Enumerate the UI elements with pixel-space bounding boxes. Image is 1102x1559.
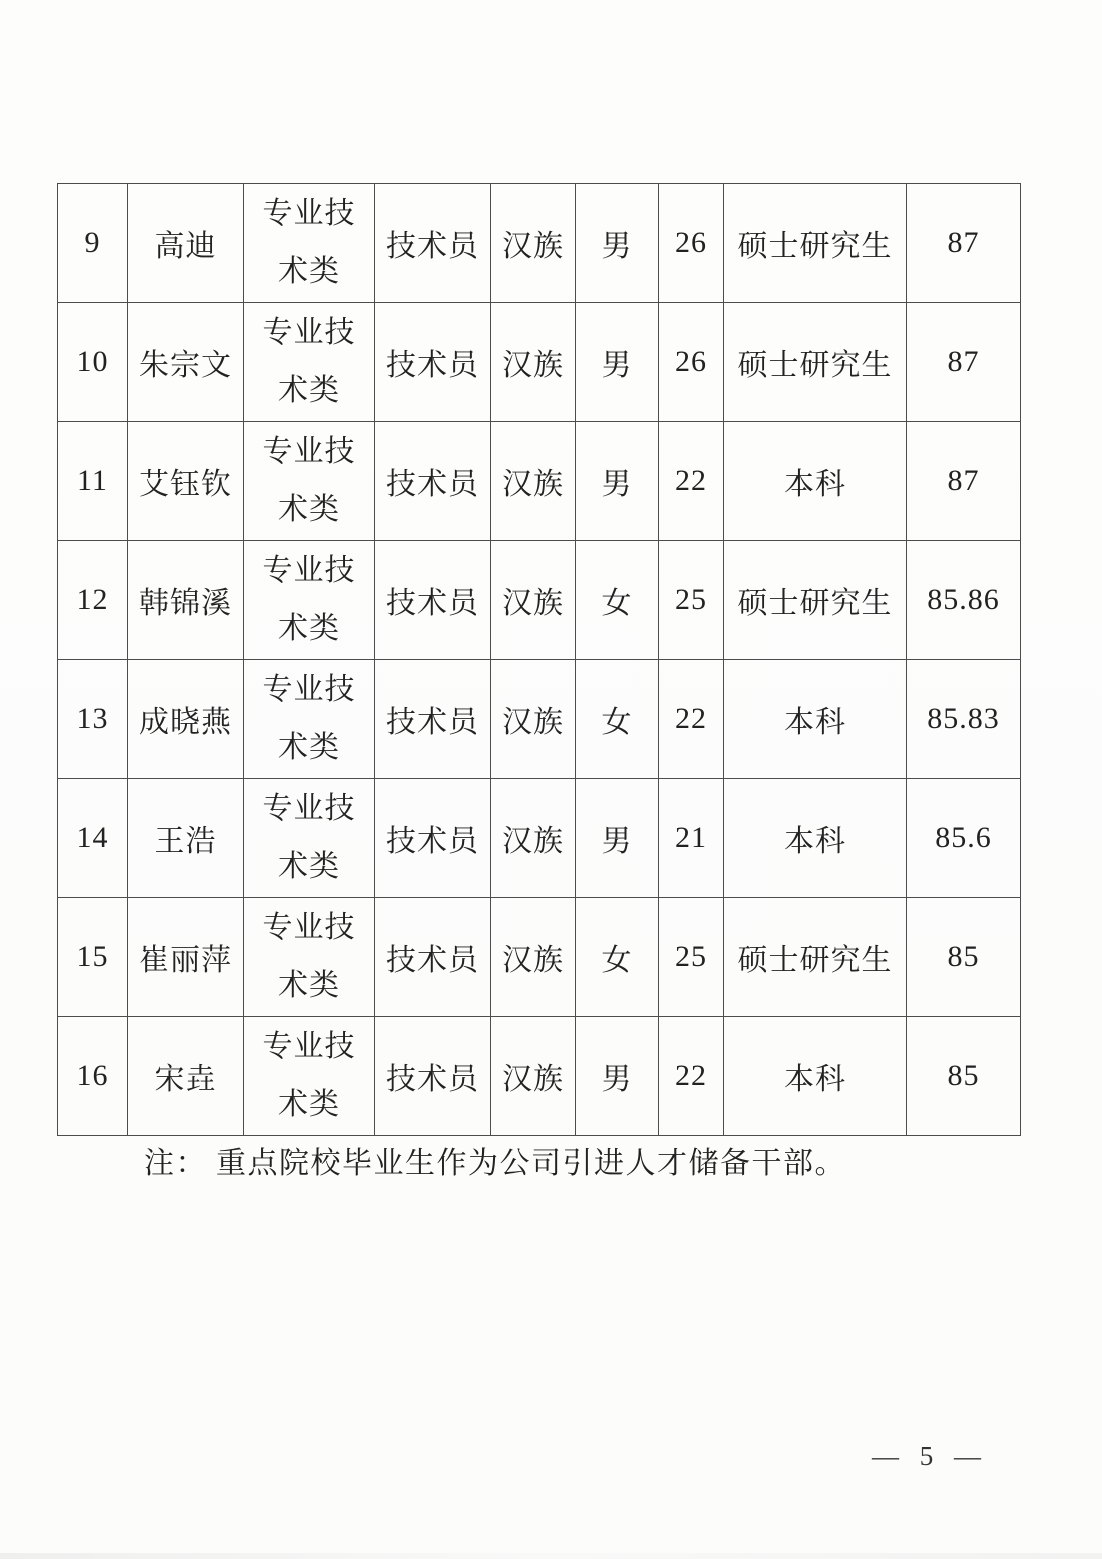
cell-score: 87 (907, 422, 1021, 541)
table-row (58, 303, 1021, 422)
cell-education: 硕士研究生 (724, 541, 907, 660)
category-text: 专业技术类 (262, 1029, 356, 1121)
table-body (58, 184, 1021, 1136)
cell-ethnicity: 汉族 (491, 541, 576, 660)
table-row (58, 660, 1021, 779)
category-text: 专业技术类 (262, 910, 356, 1002)
cell-no: 16 (58, 1017, 128, 1136)
category-text: 专业技术类 (262, 791, 356, 883)
category-text: 专业技术类 (262, 315, 356, 407)
cell-category (244, 184, 375, 303)
cell-category (244, 779, 375, 898)
cell-category (244, 303, 375, 422)
cell-ethnicity: 汉族 (491, 422, 576, 541)
page-number: — 5 — (872, 1441, 988, 1471)
category-text: 专业技术类 (262, 196, 356, 288)
cell-score: 87 (907, 303, 1021, 422)
cell-education: 本科 (724, 660, 907, 779)
category-text: 专业技术类 (262, 553, 356, 645)
cell-education: 本科 (724, 779, 907, 898)
cell-score: 85.6 (907, 779, 1021, 898)
cell-gender: 男 (576, 303, 659, 422)
cell-no: 12 (58, 541, 128, 660)
scan-artifact-edge (0, 1553, 1102, 1559)
cell-ethnicity: 汉族 (491, 898, 576, 1017)
table-row (58, 1017, 1021, 1136)
cell-education: 硕士研究生 (724, 898, 907, 1017)
cell-gender: 女 (576, 660, 659, 779)
cell-no: 15 (58, 898, 128, 1017)
cell-age: 22 (659, 660, 724, 779)
cell-name: 王浩 (128, 779, 244, 898)
cell-position: 技术员 (375, 303, 491, 422)
cell-name: 成晓燕 (128, 660, 244, 779)
table-row (58, 184, 1021, 303)
cell-gender: 男 (576, 779, 659, 898)
cell-score: 87 (907, 184, 1021, 303)
cell-age: 22 (659, 422, 724, 541)
category-text: 专业技术类 (262, 434, 356, 526)
table-row (58, 422, 1021, 541)
cell-ethnicity: 汉族 (491, 184, 576, 303)
cell-ethnicity: 汉族 (491, 303, 576, 422)
cell-position: 技术员 (375, 422, 491, 541)
cell-position: 技术员 (375, 541, 491, 660)
cell-age: 21 (659, 779, 724, 898)
cell-education: 本科 (724, 422, 907, 541)
cell-score: 85.86 (907, 541, 1021, 660)
cell-gender: 男 (576, 1017, 659, 1136)
personnel-roster-table (57, 183, 1021, 1136)
cell-gender: 男 (576, 422, 659, 541)
cell-name: 高迪 (128, 184, 244, 303)
cell-no: 11 (58, 422, 128, 541)
cell-ethnicity: 汉族 (491, 779, 576, 898)
table-row (58, 779, 1021, 898)
cell-position: 技术员 (375, 898, 491, 1017)
cell-score: 85 (907, 898, 1021, 1017)
cell-name: 宋垚 (128, 1017, 244, 1136)
table-row (58, 541, 1021, 660)
cell-name: 朱宗文 (128, 303, 244, 422)
cell-age: 22 (659, 1017, 724, 1136)
cell-age: 26 (659, 184, 724, 303)
cell-score: 85.83 (907, 660, 1021, 779)
category-text: 专业技术类 (262, 672, 356, 764)
table-row (58, 898, 1021, 1017)
cell-ethnicity: 汉族 (491, 1017, 576, 1136)
cell-education: 硕士研究生 (724, 303, 907, 422)
cell-name: 崔丽萍 (128, 898, 244, 1017)
cell-gender: 男 (576, 184, 659, 303)
cell-position: 技术员 (375, 779, 491, 898)
cell-no: 10 (58, 303, 128, 422)
cell-age: 26 (659, 303, 724, 422)
cell-category (244, 660, 375, 779)
cell-no: 14 (58, 779, 128, 898)
cell-ethnicity: 汉族 (491, 660, 576, 779)
table-footnote: 注： 重点院校毕业生作为公司引进人才储备干部。 (144, 1147, 846, 1180)
cell-category (244, 898, 375, 1017)
cell-position: 技术员 (375, 184, 491, 303)
cell-position: 技术员 (375, 1017, 491, 1136)
cell-name: 艾钰钦 (128, 422, 244, 541)
cell-score: 85 (907, 1017, 1021, 1136)
cell-gender: 女 (576, 541, 659, 660)
cell-category (244, 1017, 375, 1136)
cell-position: 技术员 (375, 660, 491, 779)
cell-no: 9 (58, 184, 128, 303)
cell-category (244, 541, 375, 660)
cell-name: 韩锦溪 (128, 541, 244, 660)
cell-age: 25 (659, 898, 724, 1017)
cell-category (244, 422, 375, 541)
cell-education: 本科 (724, 1017, 907, 1136)
cell-education: 硕士研究生 (724, 184, 907, 303)
cell-no: 13 (58, 660, 128, 779)
cell-gender: 女 (576, 898, 659, 1017)
cell-age: 25 (659, 541, 724, 660)
